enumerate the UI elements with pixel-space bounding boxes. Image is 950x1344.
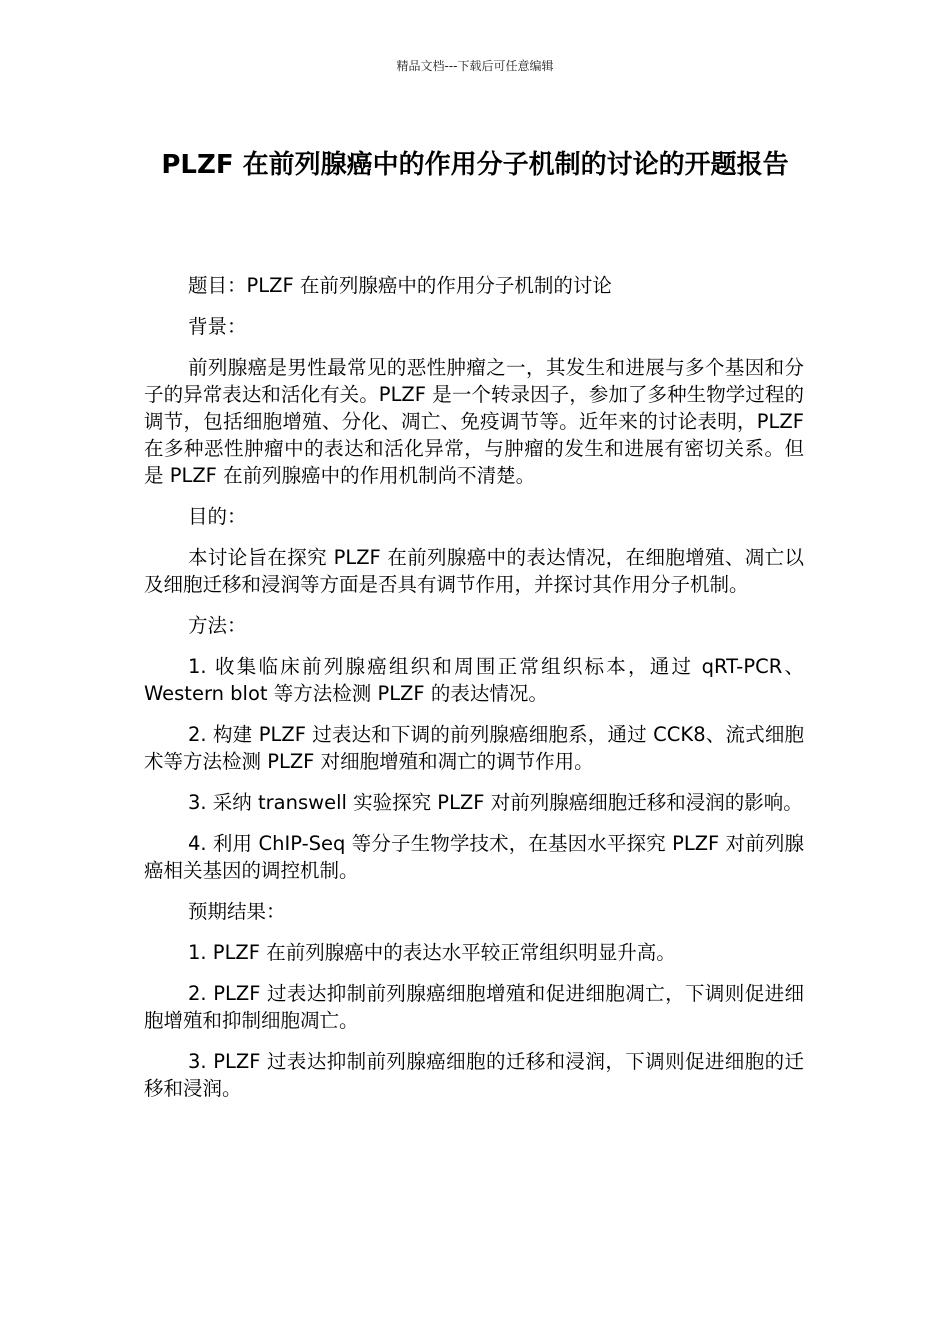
result-item-1: 1. PLZF 在前列腺癌中的表达水平较正常组织明显升高。 bbox=[188, 941, 676, 964]
paragraph-purpose: 本讨论旨在探究 PLZF 在前列腺癌中的表达情况，在细胞增殖、凋亡以及细胞迁移和浸润等方面是否具有调节作用，并探讨其作用分子机制。 bbox=[144, 546, 804, 596]
heading-purpose: 目的： bbox=[188, 505, 247, 528]
method-item-2: 2. 构建 PLZF 过表达和下调的前列腺癌细胞系，通过 CCK8、流式细胞术等方法检测 PLZF 对细胞增殖和凋亡的调节作用。 bbox=[144, 723, 804, 773]
method-item-1: 1. 收集临床前列腺癌组织和周围正常组织标本，通过 qRT-PCR、Western blot 等方法检测 PLZF 的表达情况。 bbox=[144, 655, 804, 705]
document-body bbox=[144, 272, 804, 1116]
heading-methods: 方法： bbox=[188, 614, 247, 637]
method-item-3: 3. 采纳 transwell 实验探究 PLZF 对前列腺癌细胞迁移和浸润的影响。 bbox=[188, 791, 803, 814]
result-item-3: 3. PLZF 过表达抑制前列腺癌细胞的迁移和浸润，下调则促进细胞的迁移和浸润。 bbox=[144, 1050, 804, 1100]
heading-expected-results: 预期结果： bbox=[188, 900, 286, 923]
heading-background: 背景： bbox=[188, 315, 247, 338]
result-item-2: 2. PLZF 过表达抑制前列腺癌细胞增殖和促进细胞凋亡，下调则促进细胞增殖和抑制细胞凋亡。 bbox=[144, 982, 804, 1032]
paragraph-background: 前列腺癌是男性最常见的恶性肿瘤之一，其发生和进展与多个基因和分子的异常表达和活化有关。PLZF 是一个转录因子，参加了多种生物学过程的调节，包括细胞增殖、分化、凋亡、免疫调节等。近年来的讨论表明，PLZF 在多种恶性肿瘤中的表达和活化异常，与肿瘤的发生和进展有密切关系。但是 PLZF 在前列腺癌中的作用机制尚不清楚。 bbox=[144, 356, 804, 487]
paragraph-topic: 题目：PLZF 在前列腺癌中的作用分子机制的讨论 bbox=[188, 274, 612, 297]
method-item-4: 4. 利用 ChIP-Seq 等分子生物学技术，在基因水平探究 PLZF 对前列腺癌相关基因的调控机制。 bbox=[144, 832, 804, 882]
document-title: PLZF 在前列腺癌中的作用分子机制的讨论的开题报告 bbox=[161, 150, 789, 180]
page-header: 精品文档---下载后可任意编辑 bbox=[396, 59, 554, 73]
